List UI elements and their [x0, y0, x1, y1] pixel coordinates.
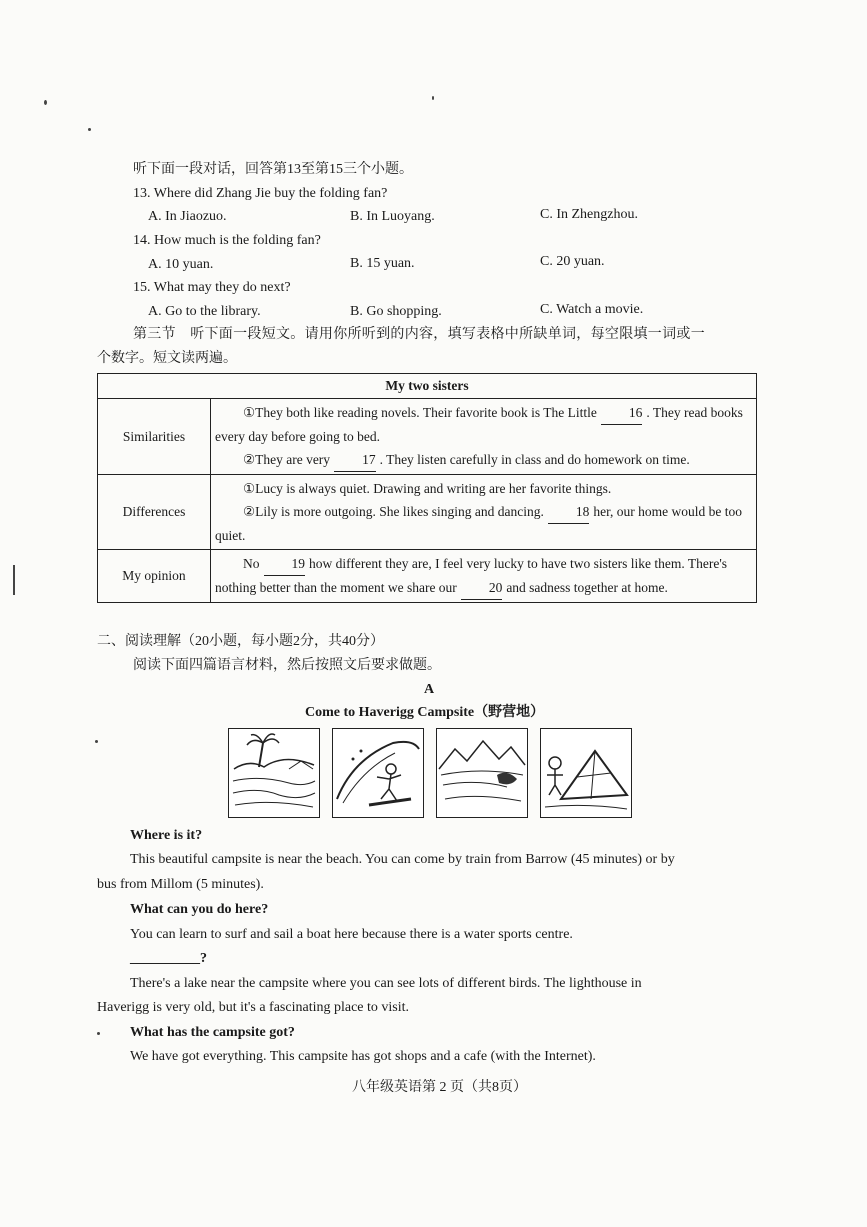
scan-speck: [44, 100, 47, 105]
row-line: ②Lily is more outgoing. She likes singing and dancing. 18 her, our home would be too quiet.: [215, 500, 752, 547]
section-question: What has the campsite got?: [130, 1025, 295, 1040]
row-line: ①They both like reading novels. Their favorite book is The Little 16 . They read books every day before going to bed.: [215, 401, 752, 448]
option-b: B. In Luoyang.: [350, 209, 435, 224]
passage-line: You can learn to surf and sail a boat here because there is a water sports centre.: [130, 927, 573, 942]
reading-instruction: 阅读下面四篇语言材料，然后按照文后要求做题。: [133, 658, 441, 673]
option-c: C. 20 yuan.: [540, 254, 605, 269]
passage-line: There's a lake near the campsite where you can see lots of different birds. The lighthouse in: [130, 976, 642, 991]
tent-camper-picture: [540, 728, 632, 818]
option-a: A. Go to the library.: [148, 304, 261, 319]
section-intro: 听下面一段对话，回答第13至第15三个小题。: [133, 162, 413, 177]
beach-palm-picture: [228, 728, 320, 818]
scan-speck: [88, 128, 91, 131]
passage-line: bus from Millom (5 minutes).: [97, 877, 264, 892]
table-row: [98, 550, 757, 603]
row-content: [211, 550, 757, 603]
table-row: [98, 399, 757, 475]
option-a: A. In Jiaozuo.: [148, 209, 227, 224]
reading-heading: 二、阅读理解（20小题，每小题2分，共40分）: [97, 634, 384, 649]
passage-title: Come to Haverigg Campsite（野营地）: [305, 705, 545, 720]
scan-speck: [432, 96, 434, 100]
page-footer: 八年级英语第 2 页（共8页）: [352, 1080, 527, 1095]
passage-line: This beautiful campsite is near the beach. You can come by train from Barrow (45 minutes) or by: [130, 852, 675, 867]
option-a: A. 10 yuan.: [148, 257, 214, 272]
passage-line: We have got everything. This campsite has got shops and a cafe (with the Internet).: [130, 1049, 596, 1064]
scan-speck: [13, 565, 15, 595]
option-b: B. Go shopping.: [350, 304, 442, 319]
section-question: Where is it?: [130, 828, 203, 843]
scan-speck: [95, 740, 98, 743]
row-line: ②They are very 17 . They listen carefully in class and do homework on time.: [215, 448, 752, 472]
notes-table: [97, 373, 757, 603]
passage-letter: A: [424, 682, 435, 697]
answer-blank[interactable]: 16: [601, 401, 643, 425]
passage-line: Haverigg is very old, but it's a fascinating place to visit.: [97, 1000, 410, 1015]
option-c: C. Watch a movie.: [540, 302, 644, 317]
table-title: My two sisters: [98, 374, 757, 399]
question-stem: 15. What may they do next?: [133, 280, 291, 295]
part3-instruction: 第三节 听下面一段短文。请用你所听到的内容，填写表格中所缺单词，每空限填一词或一: [133, 327, 705, 342]
row-label: My opinion: [98, 550, 211, 603]
table-row: [98, 475, 757, 550]
answer-blank[interactable]: 19: [264, 552, 306, 576]
row-label: Similarities: [98, 399, 211, 475]
question-stem: 13. Where did Zhang Jie buy the folding fan?: [133, 186, 388, 201]
lake-mountains-picture: [436, 728, 528, 818]
surfer-picture: [332, 728, 424, 818]
row-label: Differences: [98, 475, 211, 550]
row-line: ①Lucy is always quiet. Drawing and writing are her favorite things.: [243, 481, 612, 496]
option-b: B. 15 yuan.: [350, 256, 415, 271]
part3-instruction-cont: 个数字。短文读两遍。: [97, 351, 237, 366]
answer-blank[interactable]: 18: [548, 500, 590, 524]
section-question: What can you do here?: [130, 902, 269, 917]
row-line: No 19 how different they are, I feel very lucky to have two sisters like them. There's nothing better than the moment we share our 20 and sadness together at home.: [215, 552, 752, 600]
section-question-blank[interactable]: __________?: [130, 951, 207, 966]
row-content: [211, 399, 757, 475]
question-stem: 14. How much is the folding fan?: [133, 233, 321, 248]
option-c: C. In Zhengzhou.: [540, 207, 638, 222]
row-content: [211, 475, 757, 550]
picture-strip: [228, 728, 630, 820]
answer-blank[interactable]: 17: [334, 448, 376, 472]
answer-blank[interactable]: 20: [461, 576, 503, 600]
scan-speck: [97, 1032, 100, 1035]
